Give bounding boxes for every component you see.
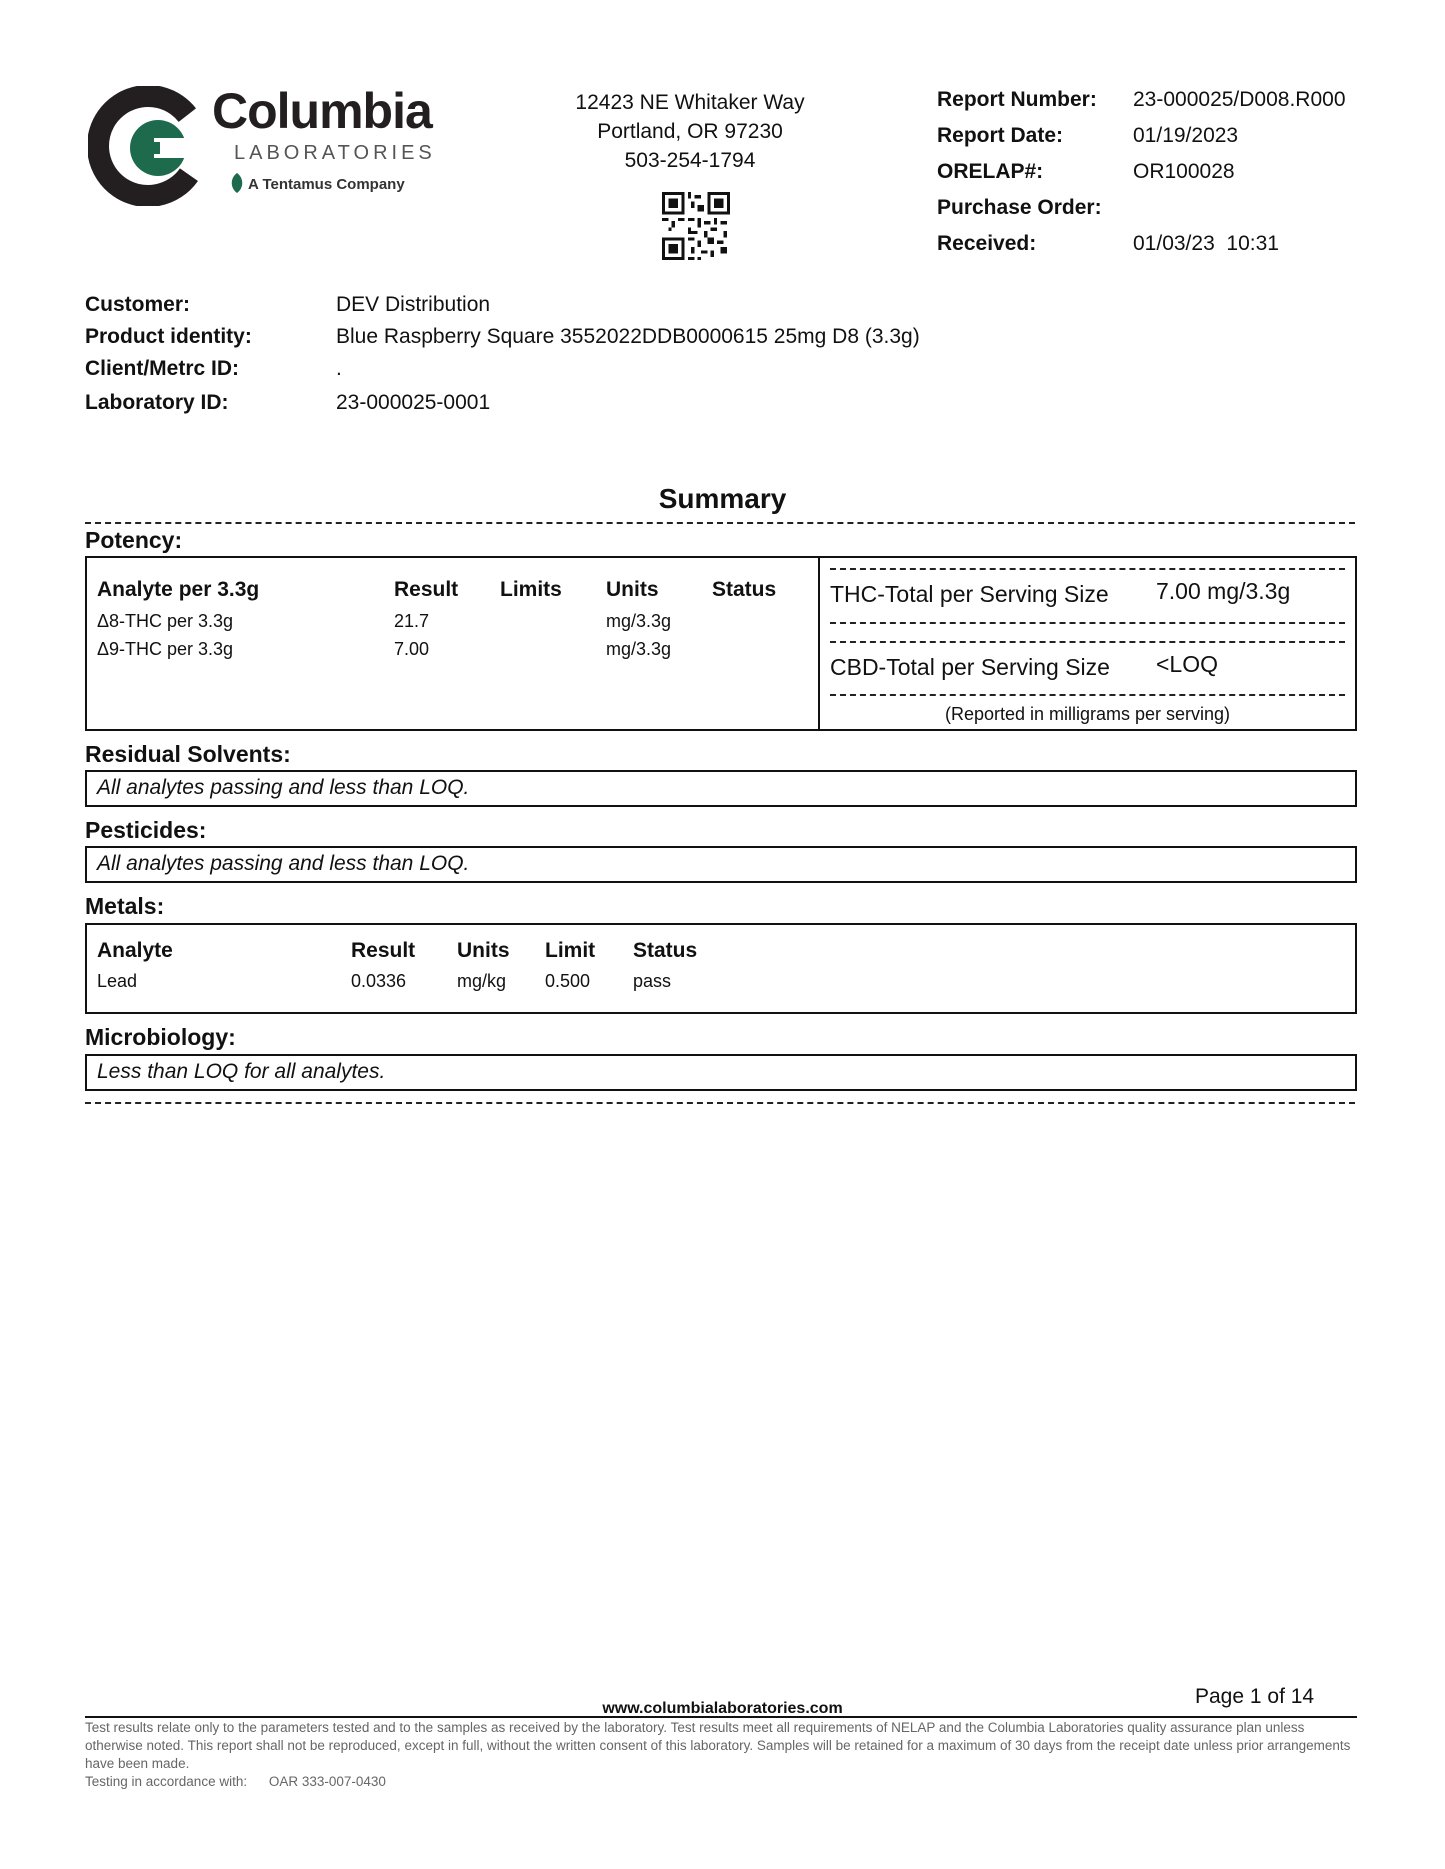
serving-divider	[830, 622, 1345, 624]
orelap-label: ORELAP#:	[937, 160, 1044, 183]
brand-tagline: A Tentamus Company	[248, 176, 405, 193]
metals-title: Metals:	[85, 893, 165, 919]
microbiology-text: Less than LOQ for all analytes.	[97, 1060, 386, 1083]
brand-subtitle: LABORATORIES	[234, 142, 436, 164]
metals-header-result: Result	[351, 939, 416, 962]
serving-note: (Reported in milligrams per serving)	[944, 704, 1231, 724]
serving-totals	[820, 558, 1355, 729]
metals-units: mg/kg	[457, 971, 507, 991]
orelap-value: OR100028	[1133, 160, 1235, 183]
tentamus-leaf-icon	[228, 172, 246, 194]
potency-header-status: Status	[712, 578, 777, 601]
potency-header-analyte: Analyte per 3.3g	[97, 578, 260, 601]
pesticides-box	[85, 846, 1357, 883]
summary-bottom-divider	[85, 1102, 1355, 1104]
potency-units: mg/3.3g	[606, 611, 672, 631]
address-line-2: Portland, OR 97230	[597, 120, 783, 143]
metals-limit: 0.500	[545, 971, 591, 991]
serving-divider	[830, 641, 1345, 643]
residual-solvents-text: All analytes passing and less than LOQ.	[97, 776, 470, 799]
metals-header-analyte: Analyte	[97, 939, 173, 962]
page-number: Page 1 of 14	[1195, 1685, 1315, 1708]
brand-name: Columbia	[212, 83, 432, 139]
testing-standard-label: Testing in accordance with:	[85, 1774, 248, 1789]
disclaimer: Test results relate only to the parameters tested and to the samples as received by the laboratory. Test results meet all requirements of NELAP and the Columbia Laboratories quality assurance plan unless otherwise noted. This report shall not be reproduced, except in full, without the written consent of this laboratory. Samples will be retained for a maximum of 30 days from the receipt date unless prior arrangements have been made.	[85, 1720, 1351, 1771]
columbia-logo-mark-icon	[88, 86, 208, 206]
residual-solvents-title: Residual Solvents:	[85, 741, 291, 767]
cbd-total-label: CBD-Total per Serving Size	[830, 654, 1110, 680]
report-date-value: 01/19/2023	[1133, 124, 1239, 147]
report-number-value: 23-000025/D008.R000	[1133, 88, 1346, 111]
thc-total-label: THC-Total per Serving Size	[830, 581, 1109, 607]
laboratory-id-value: 23-000025-0001	[336, 391, 491, 414]
pesticides-title: Pesticides:	[85, 817, 207, 843]
potency-header-result: Result	[394, 578, 459, 601]
serving-divider	[830, 568, 1345, 570]
purchase-order-label: Purchase Order:	[937, 196, 1102, 219]
microbiology-title: Microbiology:	[85, 1024, 236, 1050]
thc-total-value: 7.00 mg/3.3g	[1156, 578, 1291, 604]
metals-status: pass	[633, 971, 672, 991]
potency-header-units: Units	[606, 578, 659, 601]
residual-solvents-box	[85, 770, 1357, 807]
cbd-total-value: <LOQ	[1156, 651, 1219, 677]
received-value: 01/03/23 10:31	[1133, 232, 1279, 255]
pesticides-text: All analytes passing and less than LOQ.	[97, 852, 470, 875]
report-date-label: Report Date:	[937, 124, 1064, 147]
customer-label: Customer:	[85, 293, 191, 316]
qr-code-icon	[662, 192, 730, 260]
metals-result: 0.0336	[351, 971, 407, 991]
potency-result: 7.00	[394, 639, 430, 659]
product-identity-label: Product identity:	[85, 325, 252, 348]
customer-value: DEV Distribution	[336, 293, 491, 316]
footer-divider	[85, 1716, 1357, 1718]
metals-analyte: Lead	[97, 971, 138, 991]
client-metrc-value: .	[336, 357, 342, 380]
potency-title: Potency:	[85, 527, 183, 553]
client-metrc-label: Client/Metrc ID:	[85, 357, 240, 380]
potency-result: 21.7	[394, 611, 430, 631]
potency-analyte: Δ9-THC per 3.3g	[97, 639, 234, 659]
address-phone: 503-254-1794	[624, 149, 756, 172]
laboratory-id-label: Laboratory ID:	[85, 391, 229, 414]
potency-analyte: Δ8-THC per 3.3g	[97, 611, 234, 631]
testing-standard-code: OAR 333-007-0430	[268, 1774, 386, 1789]
metals-box	[85, 923, 1357, 1014]
potency-header-limits: Limits	[500, 578, 562, 601]
summary-top-divider	[85, 522, 1355, 524]
metals-header-status: Status	[633, 939, 698, 962]
testing-standard	[85, 1774, 386, 1789]
website-link[interactable]: www.columbialaboratories.com	[602, 1700, 843, 1717]
received-label: Received:	[937, 232, 1037, 255]
report-number-label: Report Number:	[937, 88, 1097, 111]
potency-box	[85, 556, 1357, 731]
metals-header-units: Units	[457, 939, 510, 962]
potency-units: mg/3.3g	[606, 639, 672, 659]
serving-divider	[830, 694, 1345, 696]
company-logo	[88, 83, 468, 216]
lab-address	[520, 88, 860, 175]
metals-header-limit: Limit	[545, 939, 596, 962]
microbiology-box	[85, 1054, 1357, 1091]
address-line-1: 12423 NE Whitaker Way	[575, 91, 805, 114]
summary-title: Summary	[658, 483, 787, 514]
potency-table	[87, 558, 820, 729]
product-identity-value: Blue Raspberry Square 3552022DDB0000615 25mg D8 (3.3g)	[336, 325, 920, 348]
